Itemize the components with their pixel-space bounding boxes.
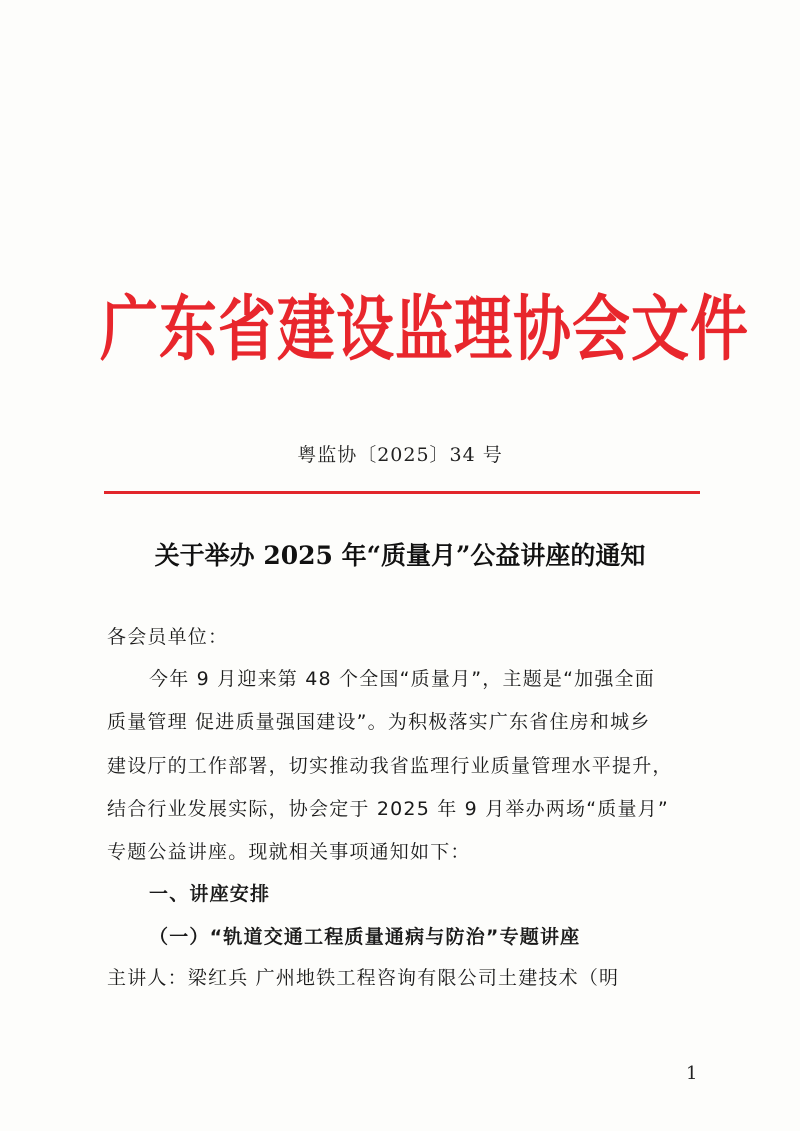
paragraph-line-3: 建设厅的工作部署，切实推动我省监理行业质量管理水平提升， (107, 755, 673, 777)
section-heading-lecture-arrangement: 一、讲座安排 (149, 883, 271, 905)
salutation: 各会员单位： (107, 626, 229, 648)
notice-title: 关于举办 2025 年“质量月”公益讲座的通知 (154, 541, 646, 570)
red-divider-line (104, 491, 700, 494)
page-number: 1 (686, 1063, 698, 1084)
paragraph-line-4: 结合行业发展实际，协会定于 2025 年 9 月举办两场“质量月” (107, 798, 669, 820)
paragraph-line-1: 今年 9 月迎来第 48 个全国“质量月”，主题是“加强全面 (149, 668, 655, 690)
document-number: 粤监协〔2025〕34 号 (297, 444, 503, 466)
paragraph-line-5: 专题公益讲座。现就相关事项通知如下： (107, 841, 471, 863)
org-header-title: 广东省建设监理协会文件 (100, 287, 750, 371)
paragraph-line-2: 质量管理 促进质量强国建设”。为积极落实广东省住房和城乡 (107, 711, 651, 733)
speaker-line: 主讲人：梁红兵 广州地铁工程咨询有限公司土建技术（明 (107, 967, 620, 989)
subsection-heading-rail-transit-lecture: （一）“轨道交通工程质量通病与防治”专题讲座 (149, 926, 581, 948)
